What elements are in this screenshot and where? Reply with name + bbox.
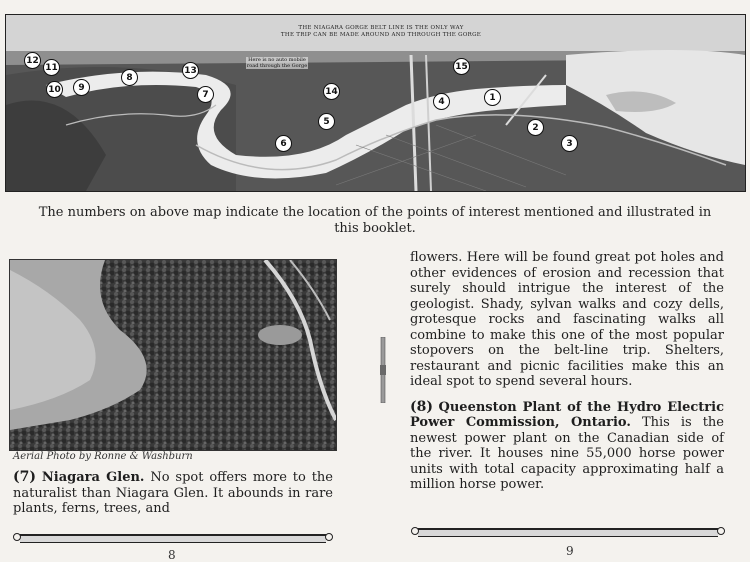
photo-credit: Aerial Photo by Ronne & Washburn: [13, 451, 193, 462]
map-illustration: [6, 15, 745, 191]
map-marker-10: 10: [46, 81, 63, 98]
map-marker-7: 7: [197, 86, 214, 103]
item-text-niagara-glen: No spot offers more to the naturalist than Niagara Glen. It abounds in rare plants, ferns, trees, and: [13, 470, 333, 516]
page-number-right: 9: [566, 544, 574, 558]
queenston-plant-description: [410, 400, 724, 493]
aerial-photo-niagara-glen: [9, 259, 337, 451]
map-banner-line2: THE TRIP CAN BE MADE AROUND AND THROUGH THE GORGE: [280, 32, 482, 38]
map-marker-12: 12: [24, 52, 41, 69]
map-marker-15: 15: [453, 58, 470, 75]
right-page-text: [410, 250, 724, 493]
map-marker-6: 6: [275, 135, 292, 152]
page-number-left: 8: [168, 548, 176, 562]
map-marker-13: 13: [182, 62, 199, 79]
item-text-queenston-plant: This is the newest power plant on the Canadian side of the river. It houses nine 55,000 horse power units with total capacity approximating half a million horse power.: [410, 415, 724, 492]
map-marker-3: 3: [561, 135, 578, 152]
niagara-glen-description: [13, 470, 333, 517]
map-marker-4: 4: [433, 93, 450, 110]
map-marker-9: 9: [73, 79, 90, 96]
aerial-photo-image: [10, 260, 336, 450]
map-caption: The numbers on above map indicate the location of the points of interest mentioned and illustrated in this booklet.: [38, 205, 712, 236]
gorge-panorama-map: [5, 14, 746, 192]
item-number-8: (8): [410, 398, 433, 415]
map-banner: [246, 25, 516, 39]
item-title-niagara-glen: Niagara Glen.: [41, 470, 145, 485]
item-number-7: (7): [13, 469, 36, 485]
map-banner-line1: THE NIAGARA GORGE BELT LINE IS THE ONLY WAY: [298, 25, 464, 31]
map-note: Here is no auto mobile road through the Gorge: [246, 57, 308, 69]
map-marker-11: 11: [43, 59, 60, 76]
left-page-ornamental-rule: [20, 534, 326, 543]
map-marker-8: 8: [121, 69, 138, 86]
right-page-ornamental-rule: [418, 528, 718, 537]
glen-continued-text: flowers. Here will be found great pot holes and other evidences of erosion and recession that surely should intrigue the interest of the geologist. Shady, sylvan walks and cozy dells, grotesque rocks and fascinating walks all combine to make this one of the most popular stopovers on the belt-line trip. Shelters, restaurant and picnic facilities make this an ideal spot to spend several hours.: [410, 250, 724, 389]
map-marker-2: 2: [527, 119, 544, 136]
map-marker-5: 5: [318, 113, 335, 130]
gutter-binding-mark: [380, 337, 386, 403]
item-title-queenston-plant: Queenston Plant of the Hydro Electric Power Commission, Ontario.: [410, 399, 724, 430]
map-marker-14: 14: [323, 83, 340, 100]
map-marker-1: 1: [484, 89, 501, 106]
